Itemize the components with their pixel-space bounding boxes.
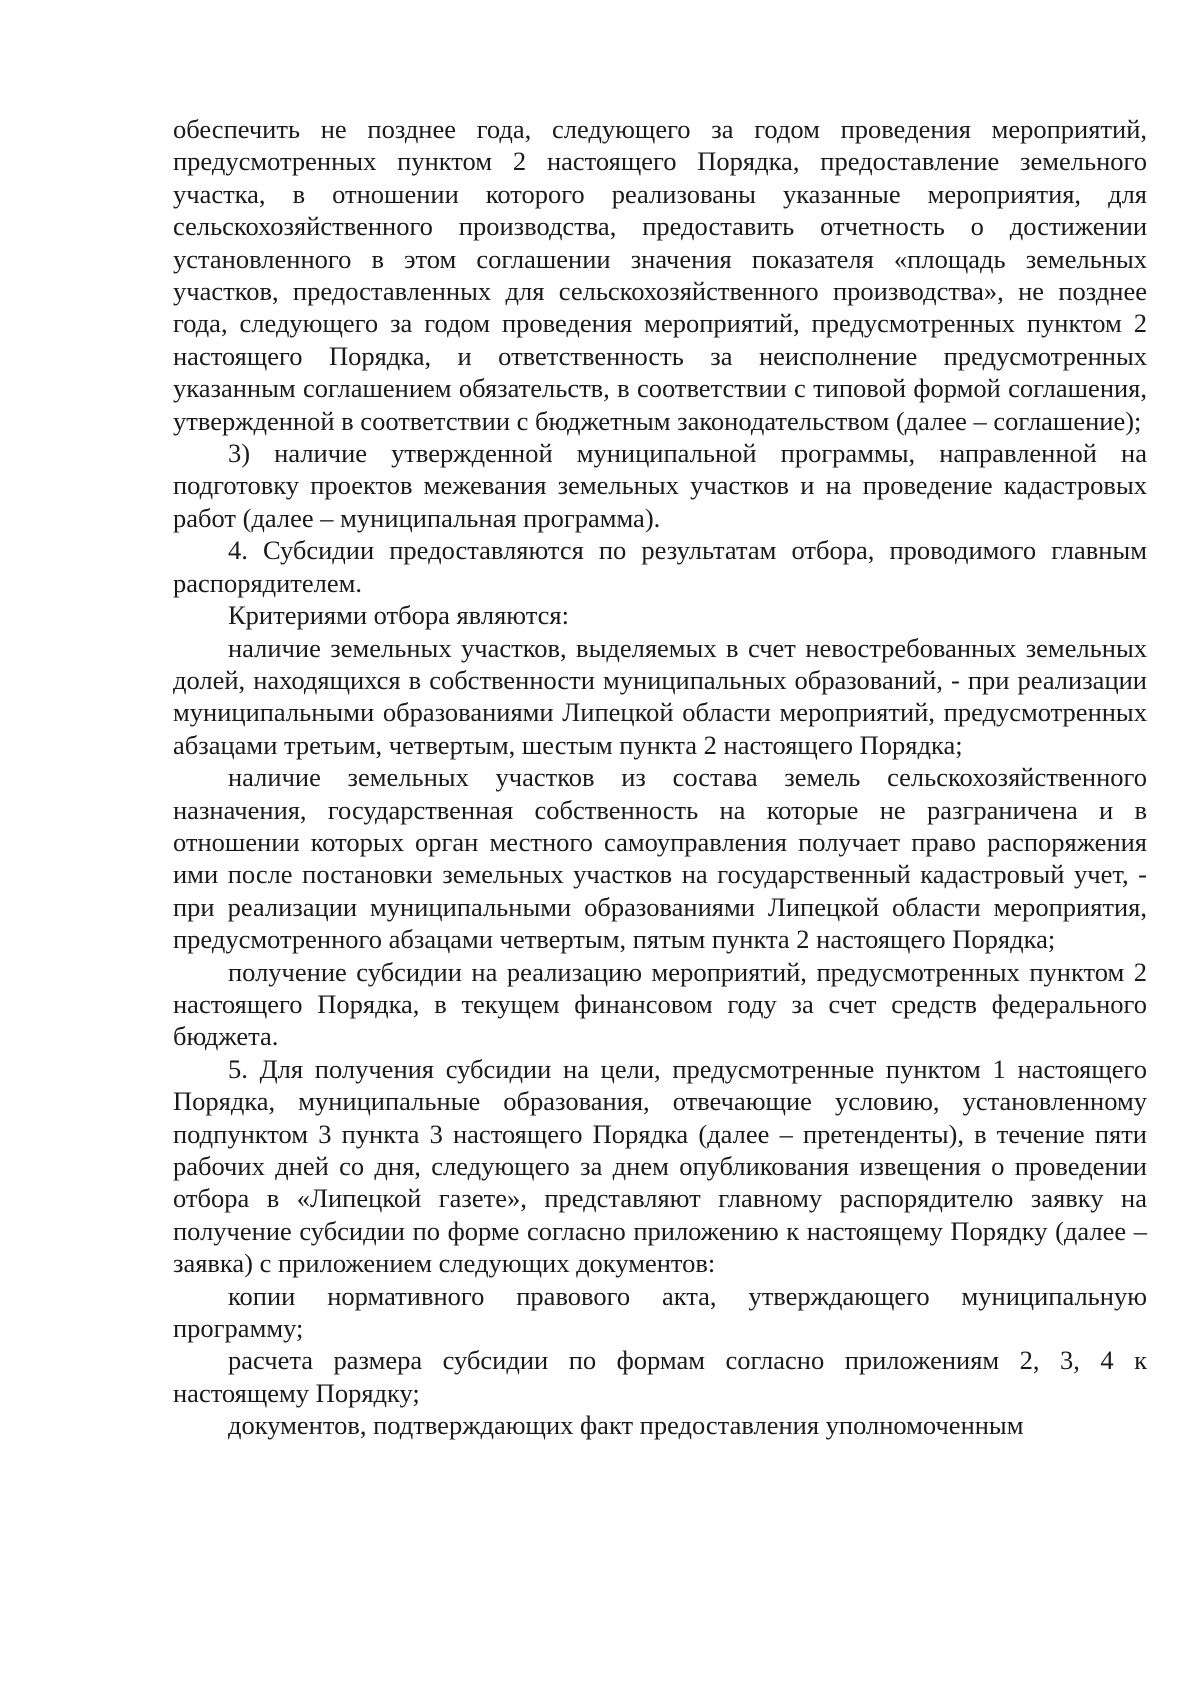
document-page — [173, 113, 1147, 1442]
paragraph-criterion-1: наличие земельных участков, выделяемых в счет невостребованных земельных долей, находящихся в собственности муниципальных образований, - при реализации муниципальными образованиями Липецкой области мероприятий, предусмотренных абзацами третьим, четвертым, шестым пункта 2 настоящего Порядка; — [173, 632, 1147, 760]
paragraph-doc-program-act: копии нормативного правового акта, утверждающего муниципальную программу; — [173, 1280, 1147, 1344]
paragraph-criterion-3: получение субсидии на реализацию мероприятий, предусмотренных пунктом 2 настоящего Порядка, в текущем финансовом году за счет средств федерального бюджета. — [173, 956, 1147, 1052]
paragraph-item-4: 4. Субсидии предоставляются по результатам отбора, проводимого главным распорядителем. — [173, 535, 1147, 598]
paragraph-item-5: 5. Для получения субсидии на цели, предусмотренные пунктом 1 настоящего Порядка, муниципальные образования, отвечающие условию, установленному подпунктом 3 пункта 3 настоящего Порядка (далее – претенденты), в течение пяти рабочих дней со дня, следующего за днем опубликования извещения о проведении отбора в «Липецкой газете», представляют главному распорядителю заявку на получение субсидии по форме согласно приложению к настоящему Порядку (далее – заявка) с приложением следующих документов: — [173, 1053, 1147, 1279]
paragraph-condition-3: 3) наличие утвержденной муниципальной программы, направленной на подготовку проектов межевания земельных участков и на проведение кадастровых работ (далее – муниципальная программа). — [173, 438, 1147, 533]
paragraph-doc-confirmation: документов, подтверждающих факт предоставления уполномоченным — [228, 1410, 1024, 1441]
paragraph-doc-subsidy-calc: расчета размера субсидии по формам согласно приложениям 2, 3, 4 к настоящему Порядку; — [173, 1345, 1147, 1408]
paragraph-criteria-heading: Критериями отбора являются: — [228, 600, 569, 631]
paragraph-criterion-2: наличие земельных участков из состава земель сельскохозяйственного назначения, государственная собственность на которые не разграничена и в отношении которых орган местного самоуправления получает право распоряжения ими после постановки земельных участков на государственный кадастровый учет, - при реализации муниципальными образованиями Липецкой области мероприятия, предусмотренного абзацами четвертым, пятым пункта 2 настоящего Порядка; — [173, 762, 1147, 955]
paragraph-agreement-obligations: обеспечить не позднее года, следующего за годом проведения мероприятий, предусмотренных пунктом 2 настоящего Порядка, предоставление земельного участка, в отношении которого реализованы указанные мероприятия, для сельскохозяйственного производства, предоставить отчетность о достижении установленного в этом соглашении значения показателя «площадь земельных участков, предоставленных для сельскохозяйственного производства», не позднее года, следующего за годом проведения мероприятий, предусмотренных пунктом 2 настоящего Порядка, и ответственность за неисполнение предусмотренных указанным соглашением обязательств, в соответствии с типовой формой соглашения, утвержденной в соответствии с бюджетным законодательством (далее – соглашение); — [173, 114, 1147, 436]
